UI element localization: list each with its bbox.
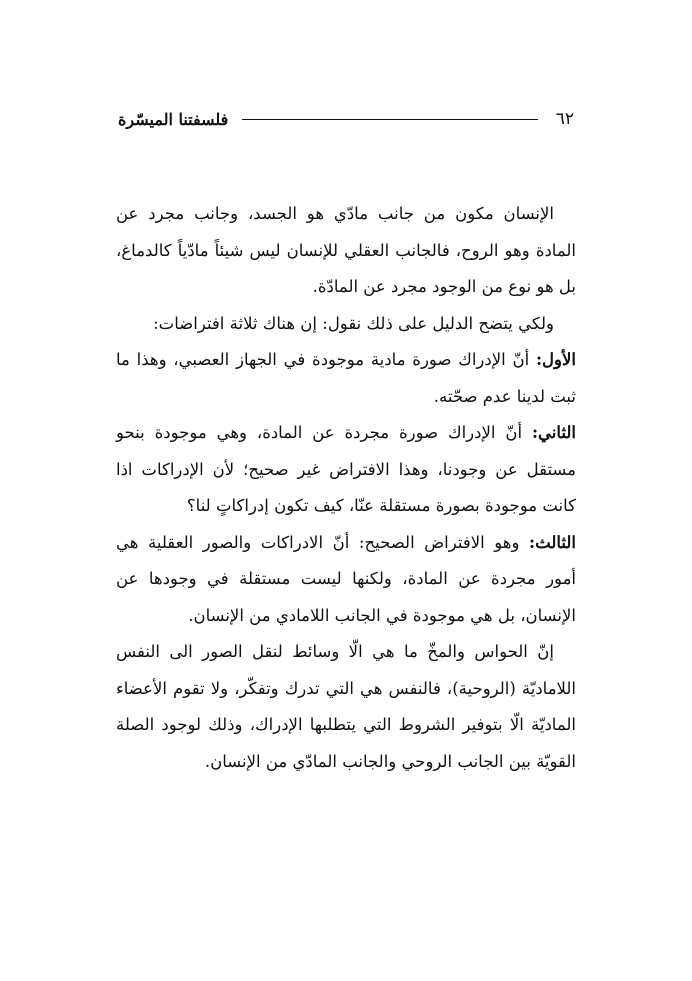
paragraph-first-hypothesis bbox=[116, 342, 576, 415]
paragraph-conclusion bbox=[116, 634, 576, 780]
hypothesis-label: الأول: bbox=[535, 350, 576, 369]
hypothesis-label: الثالث: bbox=[529, 532, 576, 552]
paragraph-text: وهو الافتراض الصحيح: أنّ الادراكات والصور العقلية هي أمور مجردة عن المادة، ولكنها ليست مستقلة في وجودها عن الإنسان، بل هي موجودة في الجانب اللامادي من الإنسان. bbox=[116, 532, 576, 625]
header-rule bbox=[242, 119, 537, 120]
paragraph-text: أنّ الإدراك صورة مجردة عن المادة، وهي موجودة بنحو مستقل عن وجودنا، وهذا الافتراض غير صحيح؛ لأن الإدراكات اذا كانت موجودة بصورة مستقلة عنّا، كيف تكون إدراكاتٍ لنا؟ bbox=[116, 423, 576, 515]
paragraph-text: إنّ الحواس والمخّ ما هي الّا وسائط لنقل الصور الى النفس اللاماديّة (الروحية)، فالنفس هي التي تدرك وتفكّر، ولا تقوم الأعضاء الماديّة الّا بتوفير الشروط التي يتطلبها الإدراك، وذلك لوجود الصلة القويّة بين الجانب الروحي والجانب المادّي من الإنسان. bbox=[116, 642, 576, 771]
paragraph-premise bbox=[116, 306, 576, 343]
paragraph-third-hypothesis bbox=[116, 525, 576, 635]
paragraph-intro bbox=[116, 196, 576, 306]
body-text bbox=[116, 196, 576, 780]
book-title: فلسفتنا الميسّرة bbox=[118, 109, 229, 129]
hypothesis-label: الثاني: bbox=[531, 423, 576, 442]
paragraph-text: ولكي يتضح الدليل على ذلك نقول: إن هناك ثلاثة افتراضات: bbox=[153, 313, 554, 333]
paragraph-text: أنّ الإدراك صورة مادية موجودة في الجهاز العصبي، وهذا ما ثبت لدينا عدم صحّته. bbox=[116, 350, 576, 406]
page-number: ٦٢ bbox=[555, 109, 574, 129]
paragraph-text: الإنسان مكون من جانب مادّي هو الجسد، وجانب مجرد عن المادة وهو الروح، فالجانب العقلي للإنسان ليس شيئاً مادّياً كالدماغ، بل هو نوع من الوجود مجرد عن المادّة. bbox=[116, 204, 576, 296]
paragraph-second-hypothesis bbox=[116, 415, 576, 525]
page-header bbox=[118, 104, 574, 134]
